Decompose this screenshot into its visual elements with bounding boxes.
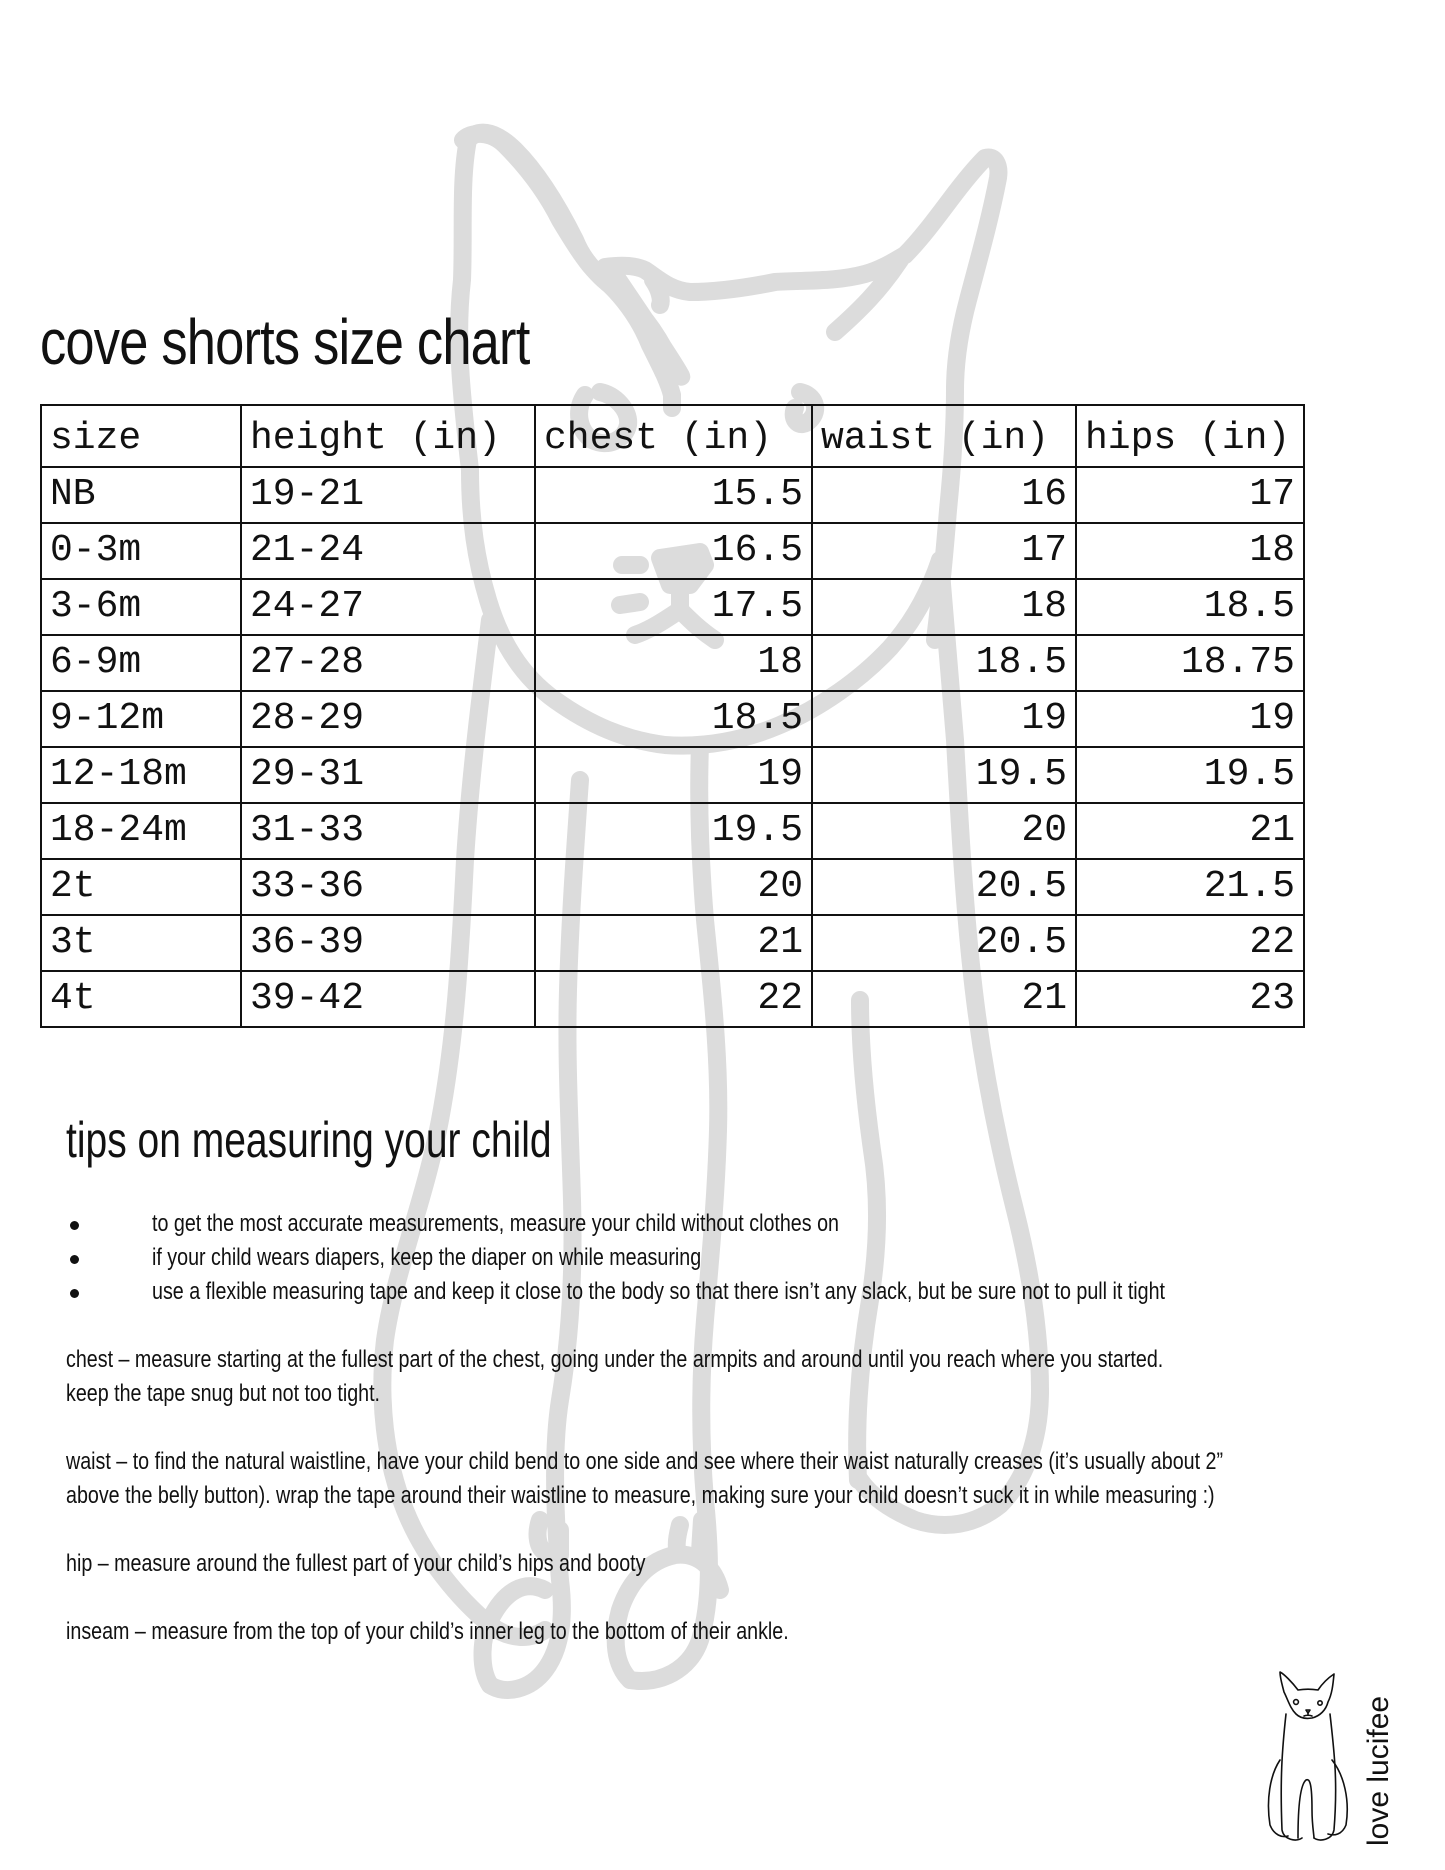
cell-waist: 18 <box>812 579 1076 635</box>
header-waist: waist (in) <box>812 405 1076 467</box>
table-row <box>41 747 1304 803</box>
cell-height: 28-29 <box>241 691 535 747</box>
cell-height: 29-31 <box>241 747 535 803</box>
tips-bullet-list <box>66 1207 1387 1309</box>
table-header-row <box>41 405 1304 467</box>
cell-height: 24-27 <box>241 579 535 635</box>
cell-hips: 22 <box>1076 915 1304 971</box>
cell-size: 9-12m <box>41 691 241 747</box>
table-row <box>41 971 1304 1027</box>
header-size: size <box>41 405 241 467</box>
list-item <box>66 1241 1387 1275</box>
table-row <box>41 859 1304 915</box>
cell-chest: 19.5 <box>535 803 812 859</box>
list-item <box>66 1275 1387 1309</box>
bullet-text: to get the most accurate measurements, measure your child without clothes on <box>152 1210 839 1237</box>
cell-waist: 21 <box>812 971 1076 1027</box>
bullet-icon <box>70 1255 79 1264</box>
table-row <box>41 691 1304 747</box>
table-row <box>41 467 1304 523</box>
cell-height: 19-21 <box>241 467 535 523</box>
inseam-instructions: inseam – measure from the top of your child’s inner leg to the bottom of their ankle. <box>66 1618 789 1645</box>
cell-size: 6-9m <box>41 635 241 691</box>
table-row <box>41 579 1304 635</box>
table-row <box>41 803 1304 859</box>
bullet-icon <box>70 1221 79 1230</box>
waist-instructions-line-1: waist – to find the natural waistline, have your child bend to one side and see where their waist naturally creases (it’s usually about 2” <box>66 1448 1224 1475</box>
cat-icon <box>1262 1660 1412 1850</box>
list-item <box>66 1207 1387 1241</box>
cell-hips: 18.75 <box>1076 635 1304 691</box>
cell-waist: 19.5 <box>812 747 1076 803</box>
logo-text: love lucifee <box>1362 1695 1395 1846</box>
cell-height: 27-28 <box>241 635 535 691</box>
tips-heading: tips on measuring your child <box>66 1112 552 1168</box>
cell-size: 0-3m <box>41 523 241 579</box>
cell-hips: 21 <box>1076 803 1304 859</box>
cell-size: 18-24m <box>41 803 241 859</box>
chest-instructions-line-2: keep the tape snug but not too tight. <box>66 1380 381 1407</box>
cell-size: 3t <box>41 915 241 971</box>
bullet-text: use a flexible measuring tape and keep it close to the body so that there isn’t any slack, but be sure not to pull it tight <box>152 1278 1166 1305</box>
cell-hips: 23 <box>1076 971 1304 1027</box>
bullet-icon <box>70 1289 79 1298</box>
chest-instructions-line-1: chest – measure starting at the fullest part of the chest, going under the armpits and around until you reach where you started. <box>66 1346 1164 1373</box>
cell-size: 4t <box>41 971 241 1027</box>
cell-waist: 20.5 <box>812 915 1076 971</box>
cell-size: NB <box>41 467 241 523</box>
header-hips: hips (in) <box>1076 405 1304 467</box>
waist-instructions <box>66 1445 1223 1513</box>
cell-waist: 16 <box>812 467 1076 523</box>
cell-hips: 18 <box>1076 523 1304 579</box>
cell-waist: 19 <box>812 691 1076 747</box>
cell-height: 33-36 <box>241 859 535 915</box>
cell-hips: 19 <box>1076 691 1304 747</box>
cell-hips: 18.5 <box>1076 579 1304 635</box>
cell-chest: 22 <box>535 971 812 1027</box>
waist-instructions-line-2: above the belly button). wrap the tape around their waistline to measure, making sure your child doesn’t suck it in while measuring :) <box>66 1482 1215 1509</box>
cell-chest: 18.5 <box>535 691 812 747</box>
cell-chest: 20 <box>535 859 812 915</box>
cell-chest: 16.5 <box>535 523 812 579</box>
cell-hips: 17 <box>1076 467 1304 523</box>
cell-hips: 21.5 <box>1076 859 1304 915</box>
cell-chest: 15.5 <box>535 467 812 523</box>
cell-height: 31-33 <box>241 803 535 859</box>
cell-size: 12-18m <box>41 747 241 803</box>
cell-chest: 17.5 <box>535 579 812 635</box>
page-title: cove shorts size chart <box>40 306 530 378</box>
cell-height: 39-42 <box>241 971 535 1027</box>
table-row <box>41 635 1304 691</box>
cell-waist: 18.5 <box>812 635 1076 691</box>
bullet-text: if your child wears diapers, keep the diaper on while measuring <box>152 1244 702 1271</box>
table-row <box>41 915 1304 971</box>
chest-instructions <box>66 1343 1163 1411</box>
cell-chest: 21 <box>535 915 812 971</box>
cell-hips: 19.5 <box>1076 747 1304 803</box>
cell-waist: 20.5 <box>812 859 1076 915</box>
cell-size: 2t <box>41 859 241 915</box>
cell-size: 3-6m <box>41 579 241 635</box>
cell-chest: 18 <box>535 635 812 691</box>
header-height: height (in) <box>241 405 535 467</box>
cell-waist: 20 <box>812 803 1076 859</box>
cell-chest: 19 <box>535 747 812 803</box>
cell-waist: 17 <box>812 523 1076 579</box>
header-chest: chest (in) <box>535 405 812 467</box>
table-row <box>41 523 1304 579</box>
size-chart-table <box>40 404 1305 1028</box>
hip-instructions: hip – measure around the fullest part of your child’s hips and booty <box>66 1550 646 1577</box>
cell-height: 21-24 <box>241 523 535 579</box>
cell-height: 36-39 <box>241 915 535 971</box>
